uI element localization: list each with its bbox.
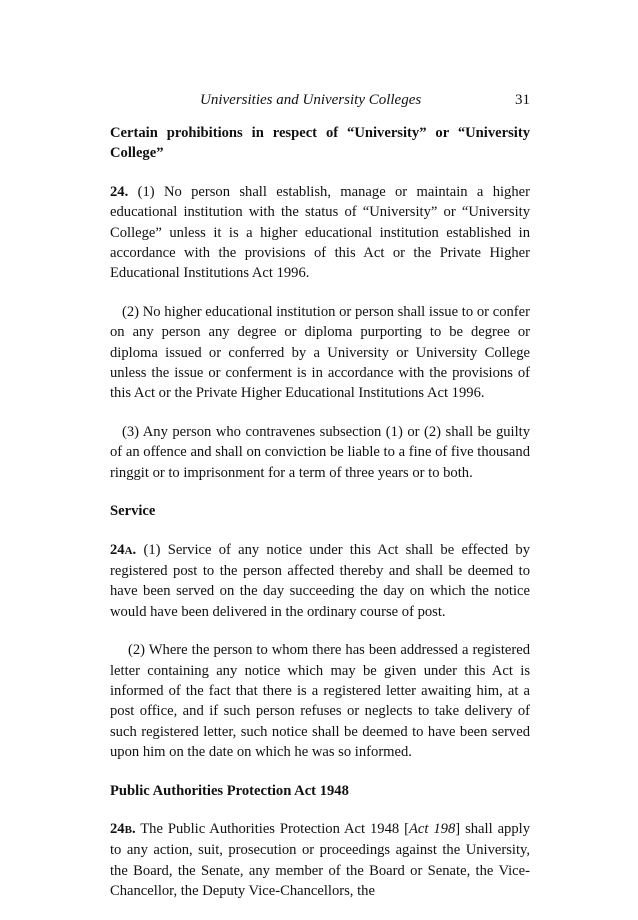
section-number-dot: . [131,820,136,837]
section-number-suffix: B [124,823,132,836]
section-number [110,542,136,558]
section-24-heading: Certain prohibitions in respect of “University” or “University College” [110,125,530,162]
body-text [110,123,530,920]
section-number-main: 24 [110,820,125,837]
section-number-main: 24 [110,541,125,558]
section-number-dot: . [132,541,137,558]
section-24-subsection-3: (3) Any person who contravenes subsection (1) or (2) shall be guilty of an offence and shall on conviction be liable to a fine of five thousand ringgit or to imprisonment for a term of three years or to both. [110,423,530,481]
subsection-text: (1) Service of any notice under this Act shall be effected by registered post to the person affected thereby and shall be deemed to have been served on the day succeeding the day on which the notice would have been delivered in the ordinary course of post. [110,541,530,620]
section-24b-paragraph [110,819,530,902]
section-number [110,821,136,837]
section-24a-subsection-2: (2) Where the person to whom there has been addressed a registered letter containing any notice which may be given under this Act is informed of the fact that there is a registered letter awaiting him, at a post office, and if such person refuses or neglects to take delivery of such registered letter, such notice shall be deemed to have been served upon him on the date on which he was so informed. [110,642,530,761]
section-number: 24. [110,183,129,200]
running-header [200,91,530,109]
subsection-text: (1) No person shall establish, manage or maintain a higher educational institution with the status of “University” or “University College” unless it is a higher educational institution established in accordance with the provisions of this Act or the Private Higher Educational Institutions Act 1996. [110,183,530,282]
section-24b-heading: Public Authorities Protection Act 1948 [110,782,349,799]
paragraph-text-end: ] shall apply to any action, suit, prosecution or proceedings against the University, the Board, the Senate, any member of the Board or Senate, the Vice-Chancellor, the Deputy Vice-Chancellors, the [110,820,530,900]
act-reference: Act 198 [409,820,456,837]
section-24-subsection-1 [110,182,530,284]
section-24-subsection-2: (2) No higher educational institution or person shall issue to or confer on any person any degree or diploma purporting to be degree or diploma issued or conferred by a University or University College unless the issue or conferment is in accordance with the provisions of this Act or the Private Higher Educational Institutions Act 1996. [110,303,530,402]
section-24a-heading: Service [110,503,156,520]
section-24a-subsection-1 [110,540,530,623]
paragraph-text-start: The Public Authorities Protection Act 1948 [ [140,820,409,837]
page-number: 31 [515,92,530,108]
section-number-suffix: A [124,544,133,557]
header-title: Universities and University Colleges [200,92,422,108]
